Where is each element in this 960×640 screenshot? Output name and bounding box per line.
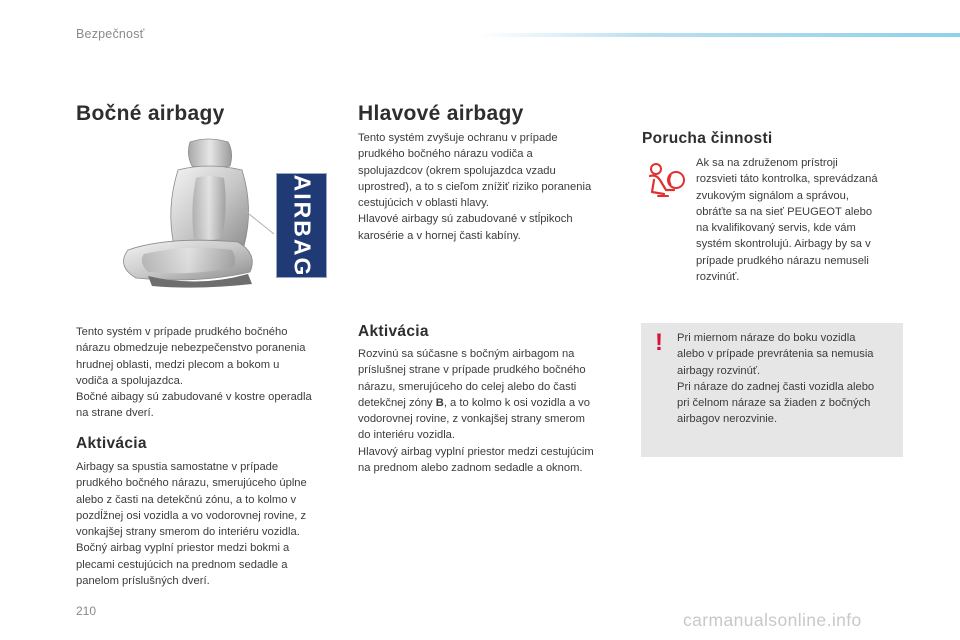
text-line: uprostred), a to s cieľom znížiť riziko poranenia	[358, 180, 592, 193]
text-line: prípade prudkého nárazu nemuseli	[696, 254, 869, 267]
side-airbags-title: Bočné airbagy	[76, 102, 225, 125]
text-line: Bočný airbag vyplní priestor medzi bokmi a	[76, 542, 290, 555]
text-line: vodiča a spolujazdca.	[76, 374, 183, 387]
text-line: prudkého bočného nárazu, smerujúceho úplne	[76, 477, 307, 490]
text-line: cestujúcich v oblasti hlavy.	[358, 197, 489, 210]
text-line: panelom príslušných dverí.	[76, 575, 210, 588]
text-line: Pri náraze do zadnej časti vozidla alebo	[677, 380, 875, 393]
text-line: na kvalifikovaný servis, kde vám	[696, 222, 856, 235]
text-line: Pri miernom náraze do boku vozidla	[677, 332, 856, 344]
text-line: rozsvieti táto kontrolka, sprevádzaná	[696, 173, 878, 186]
text-line: nárazu obmedzuje nebezpečenstvo poranenia	[76, 342, 306, 355]
text-line: alebo z časti na detekčnú zónu, a to kolmo v	[76, 493, 297, 506]
text-line: vonkajšej strany smerom do interiéru vozidla.	[76, 526, 300, 539]
text-line: alebo v prípade prevrátenia sa nemusia	[677, 348, 874, 361]
text-line: rozvinúť.	[696, 271, 740, 284]
head-airbags-title: Hlavové airbagy	[358, 102, 524, 125]
text-line: zvukovým signálom a správou,	[696, 189, 849, 202]
side-airbags-intro	[76, 324, 346, 422]
text-line: obráťte sa na sieť PEUGEOT alebo	[696, 205, 873, 218]
watermark-text: carmanualsonline.info	[683, 610, 862, 630]
text-line: príslušnej strane v prípade prudkého bočného	[358, 364, 586, 377]
text-line: prudkého bočného nárazu vodiča a	[358, 148, 533, 161]
text-line: spolujazdcov (okrem spolujazdca vzadu	[358, 164, 556, 177]
side-activation-text	[76, 459, 346, 589]
text-line: airbagov nerozvinie.	[677, 413, 778, 426]
text-line: Tento systém zvyšuje ochranu v prípade	[358, 132, 558, 144]
text-line: Tento systém v prípade prudkého bočného	[76, 326, 288, 338]
zone-prefix: detekčnej zóny	[358, 396, 436, 409]
text-line: systém skontrolujú. Airbagy by sa v	[696, 238, 871, 251]
text-line: na strane dverí.	[76, 407, 154, 420]
section-label: Bezpečnosť	[76, 27, 145, 41]
head-activation-title: Aktivácia	[358, 323, 429, 340]
text-line: pozdĺžnej osi vozidla a vo vodorovnej rovine, z	[76, 509, 307, 522]
exclamation-icon: !	[655, 329, 663, 356]
side-activation-title: Aktivácia	[76, 435, 147, 452]
text-line: Airbagy sa spustia samostatne v prípade	[76, 461, 279, 473]
head-airbags-intro	[358, 130, 628, 244]
header-accent-line	[480, 33, 960, 37]
malfunction-title: Porucha činnosti	[642, 130, 773, 147]
warning-note-text	[677, 330, 901, 428]
text-line: vodorovnej rovine, z vonkajšej strany smerom	[358, 413, 585, 426]
text-line: airbagy rozvinúť.	[677, 364, 761, 377]
text-line: nárazu, smerujúceho do celej alebo do časti	[358, 380, 577, 393]
text-line: Bočné aibagy sú zabudované v kostre operadla	[76, 391, 312, 404]
airbag-tag-label: AIRBAG	[289, 174, 315, 277]
zone-letter: B	[435, 396, 444, 409]
page-number: 210	[76, 604, 97, 618]
text-line: Ak sa na združenom prístroji	[696, 157, 838, 169]
head-activation-text	[358, 346, 633, 476]
text-line: do interiéru vozidla.	[358, 429, 456, 442]
text-line: plecami cestujúcich na prednom sedadle a	[76, 558, 288, 571]
text-line: hrudnej oblasti, medzi plecom a bokom u	[76, 358, 280, 371]
zone-suffix: , a to kolmo k osi vozidla a vo	[443, 396, 590, 409]
airbag-warning-light-icon	[644, 160, 692, 200]
text-line: karosérie a v hornej časti kabíny.	[358, 229, 521, 242]
text-line: Rozvinú sa súčasne s bočným airbagom na	[358, 348, 575, 360]
text-line: Hlavový airbag vyplní priestor medzi cestujúcim	[358, 445, 594, 458]
text-line: Hlavové airbagy sú zabudované v stĺpikoch	[358, 213, 573, 226]
malfunction-text	[696, 155, 911, 285]
text-line: pri čelnom náraze sa žiaden z bočných	[677, 397, 871, 410]
text-line: na prednom alebo zadnom sedadle a oknom.	[358, 462, 583, 475]
airbag-indicator-icon	[644, 160, 692, 200]
airbag-tag	[276, 173, 327, 278]
text-line	[358, 395, 633, 411]
